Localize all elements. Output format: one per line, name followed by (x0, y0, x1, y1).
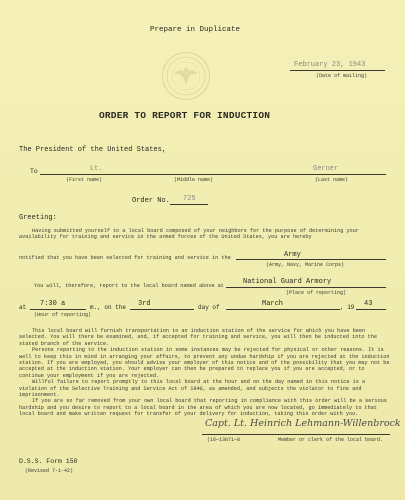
on-the-label: m., on the (90, 304, 127, 311)
hour-line (30, 309, 86, 310)
signature-caption: Member or clerk of the local board. (278, 437, 384, 443)
order-no-line (170, 204, 208, 205)
place-value: National Guard Armory (243, 278, 332, 286)
year-line (356, 309, 386, 310)
signature-code: (16—13871—8 (207, 437, 241, 443)
month-line (226, 309, 340, 310)
place-line (226, 287, 386, 288)
willful-failure-paragraph: Willful failure to report promptly to this local board at the hour and on the day named in this notice is a violation of the Selective Training and Service Act of 1940, as amended, and subjects the violator to fine and imprisonment. (19, 379, 366, 399)
date-of-mailing-caption: (Date of mailing) (316, 73, 368, 79)
form-name: D.S.S. Form 150 (19, 458, 78, 465)
eagle-seal-icon (162, 52, 210, 100)
place-caption: (Place of reporting) (286, 290, 347, 296)
signature-line (202, 434, 390, 435)
rejection-paragraph: Persons reporting to the induction station in some instances may be rejected for physical or other reasons. It is well to keep this in mind in arranging your affairs, to prevent any undue hardship if you are rejected at the induction station. If you are employed, you should advise your employer of this notice and of the possibility that you may not be accepted at the induction station. Your employer can then be prepared to replace you if you are accepted, or to continue your employment if you are rejected. (19, 347, 390, 379)
month-value: March (262, 300, 284, 308)
greeting: Greeting: (19, 214, 57, 222)
last-name-value: Gerner (313, 165, 339, 173)
intro-text: Having submitted yourself to a local board composed of your neighbors for the purpose of determining your availability for training and service in the armed forces of the United States, you are hereby (19, 228, 359, 241)
date-of-mailing-value: February 23, 1943 (294, 61, 366, 69)
notified-text: notified that you have been selected for training and service in the (19, 255, 231, 261)
to-label: To (30, 168, 38, 175)
day-of-label: day of (198, 304, 220, 311)
day-line (130, 309, 194, 310)
intro-paragraph (19, 228, 391, 241)
report-text: You will, therefore, report to the local board named above at (34, 283, 224, 289)
transport-paragraph: This local board will furnish transportation to an induction station of the service for which you have been selected. You will there be examined, and, if accepted for training and service, you will then be inducted into the stated branch of the service. (19, 328, 377, 347)
branch-line (236, 259, 386, 260)
date-of-mailing-line (290, 70, 385, 71)
signature: Capt. Lt. Heinrich Lehmann-Willenbrock (205, 418, 401, 429)
last-name-caption: (Last name) (315, 177, 349, 183)
page-title: ORDER TO REPORT FOR INDUCTION (99, 110, 271, 121)
order-no-label: Order No. (132, 197, 170, 205)
prepare-in-duplicate: Prepare in Duplicate (150, 26, 241, 34)
hour-value: 7:30 a (40, 300, 66, 308)
order-no-value: 725 (183, 195, 196, 203)
first-name-value: Lt. (90, 165, 103, 173)
year-value: 43 (364, 300, 373, 308)
hour-caption: (Hour of reporting) (34, 312, 92, 318)
name-line (40, 174, 386, 175)
branch-value: Army (284, 251, 301, 259)
day-value: 3rd (138, 300, 151, 308)
middle-name-caption: (Middle name) (174, 177, 214, 183)
year-prefix-label: , 19 (340, 304, 355, 311)
form-revised: (Revised 7-1-42) (25, 468, 74, 474)
instructions-paragraphs (19, 328, 391, 418)
branch-caption: (Army, Navy, Marine Corps) (266, 262, 345, 268)
salutation: The President of the United States, (19, 146, 167, 154)
first-name-caption: (First name) (66, 177, 103, 183)
transfer-paragraph: If you are so far removed from your own local board that reporting in compliance with this order will be a serious hardship and you desire to report to a local board in the area of which you are now located, go immediately to that local board and make written request for transfer of your delivery for induction, taking this order with you. (19, 398, 387, 418)
at-label: at (19, 304, 27, 311)
